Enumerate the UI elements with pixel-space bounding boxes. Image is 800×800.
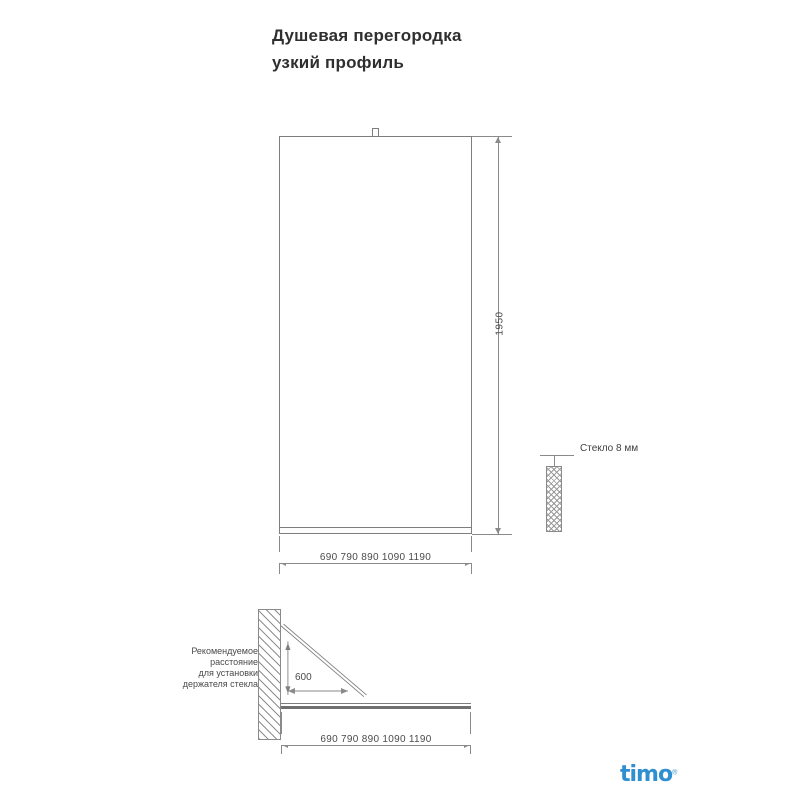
brand-logo-text: timo [620, 762, 673, 787]
plan-dimension-extension-right [470, 712, 471, 754]
holder-distance-dimension [286, 684, 356, 698]
page-title [272, 22, 692, 76]
arrow-down-icon [495, 528, 501, 534]
note-line-2: расстояние [210, 657, 258, 667]
glass-holder-stub [372, 128, 379, 137]
note-line-1: Рекомендуемое [191, 646, 258, 656]
height-dimension-label: 1950 [494, 311, 506, 336]
dimension-extension-top [472, 136, 512, 137]
panel-bottom-profile [279, 527, 472, 534]
wall-hatch-section [258, 609, 281, 740]
glass-leader-vertical [554, 455, 555, 467]
glass-leader-horizontal [540, 455, 574, 456]
dimension-extension-bottom [472, 534, 512, 535]
page-title-line-2: узкий профиль [272, 53, 405, 72]
note-line-4: держателя стекла [182, 679, 258, 689]
holder-distance-label: 600 [295, 672, 312, 683]
plan-width-dimension-label: 690 790 890 1090 1190 [281, 734, 471, 745]
plan-width-dimension-line [281, 745, 471, 746]
brand-logo [620, 762, 690, 788]
width-dimension-label: 690 790 890 1090 1190 [279, 552, 472, 563]
installation-note [158, 646, 258, 690]
shower-panel-outline [279, 136, 472, 534]
plan-floor-line [281, 706, 471, 709]
brand-trademark: ® [672, 769, 678, 777]
arrow-up-icon [495, 137, 501, 143]
width-dimension-line [279, 563, 472, 564]
page-title-line-1: Душевая перегородка [272, 26, 462, 45]
glass-section-block [546, 466, 562, 532]
glass-thickness-label: Стекло 8 мм [580, 443, 639, 454]
note-line-3: для установки [198, 668, 258, 678]
